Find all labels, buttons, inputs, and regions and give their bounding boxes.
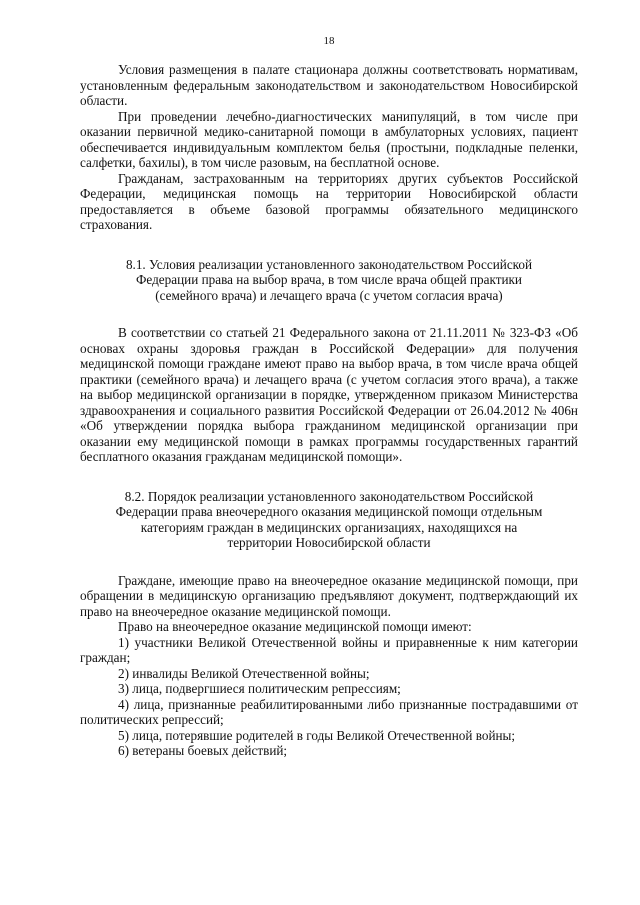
list-item: 5) лица, потерявшие родителей в годы Великой Отечественной войны;	[118, 727, 516, 743]
list-item: 2) инвалиды Великой Отечественной войны;	[118, 665, 370, 681]
list-item: 3) лица, подвергшиеся политическим репрессиям;	[118, 681, 401, 696]
paragraph-priority-documents: Граждане, имеющие право на внеочередное оказание медицинской помощи, при обращении в медицинскую организацию предъявляют документ, подтверждающий их право на внеочередное оказание медицинской помощи.	[80, 572, 578, 619]
list-item: 4) лица, признанные реабилитированными либо признанные пострадавшими от политических репрессий;	[80, 696, 578, 727]
paragraph-placement-conditions: Условия размещения в палате стационара должны соответствовать нормативам, установленным федеральным законодательством и законодательством Новосибирской области.	[80, 62, 578, 108]
paragraph-linen-kit: При проведении лечебно-диагностических манипуляций, в том числе при оказании первичной медико-санитарной помощи в амбулаторных условиях, пациент обеспечивается индивидуальным комплектом белья (простыни, подкладные пеленки, салфетки, бахилы), в том числе разовым, на бесплатной основе.	[80, 108, 578, 170]
page-number: 18	[323, 35, 335, 47]
list-item: 1) участники Великой Отечественной войны и приравненные к ним категории граждан;	[80, 634, 578, 665]
list-intro: Право на внеочередное оказание медицинской помощи имеют:	[118, 619, 472, 634]
paragraph-choice-of-doctor: В соответствии со статьей 21 Федерального закона от 21.11.2011 № 323-ФЗ «Об основах охраны здоровья граждан в Российской Федерации» для получения медицинской помощи граждане имеют право на выбор врача, в том числе врача общей практики (семейного врача) и лечащего врача (с учетом согласия этого врача), а также на выбор медицинской организации в порядке, утвержденном приказом Министерства здравоохранения и социального развития Российской Федерации от 26.04.2012 № 406н «Об утверждении порядка выбора гражданином медицинской организации при оказании ему медицинской помощи в рамках программы государственных гарантий бесплатного оказания гражданам медицинской помощи».	[80, 325, 578, 464]
list-item: 6) ветераны боевых действий;	[118, 743, 288, 758]
section-heading-8-2: 8.2. Порядок реализации установленного законодательством Российской Федерации права внеочередного оказания медицинской помощи отдельным категориям граждан в медицинских организациях, находящихся на территории Новосибирской области	[115, 488, 543, 550]
section-heading-8-1: 8.1. Условия реализации установленного законодательством Российской Федерации права на выбор врача, в том числе врача общей практики (семейного врача) и лечащего врача (с учетом согласия врача)	[125, 256, 533, 303]
paragraph-insured-other-regions: Гражданам, застрахованным на территориях других субъектов Российской Федерации, медицинская помощь на территории Новосибирской области предоставляется в объеме базовой программы обязательного медицинского страхования.	[80, 170, 578, 232]
